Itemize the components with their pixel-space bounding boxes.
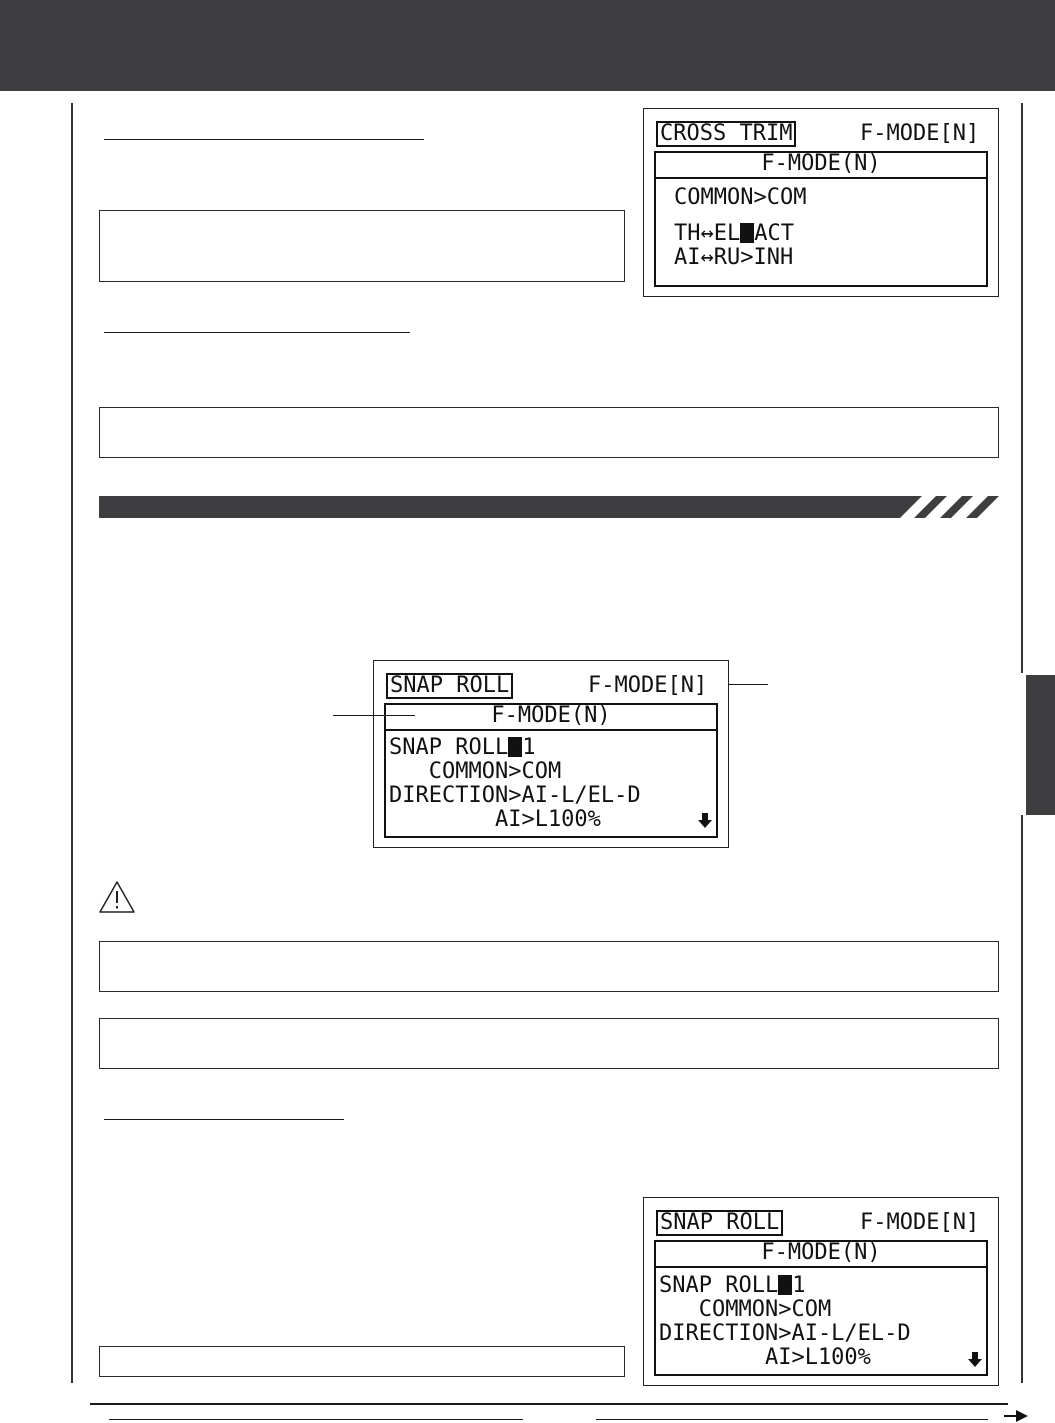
footer-rule [90,1403,1008,1405]
lcd-line: COMMON>COM [674,185,807,210]
menu-title: SNAP ROLL [386,673,513,699]
warning-box [99,1018,999,1069]
lcd-line: COMMON>COM [389,759,562,784]
heading-underline [104,139,424,140]
stripe-decoration [900,496,1000,518]
note-box [99,210,625,282]
lcd-line [389,737,535,759]
lcd-line-part: SNAP ROLL [659,1273,779,1298]
menu-title: CROSS TRIM [656,121,796,147]
right-margin-rule-top [1021,103,1023,673]
warning-triangle-icon [98,880,136,914]
note-box [99,407,999,458]
lcd-line: AI>L100% [659,1345,871,1370]
lcd-line: COMMON>COM [659,1297,832,1322]
panel-header-text: F-MODE(N) [491,703,611,728]
right-margin-rule-bottom [1021,815,1023,1383]
lcd-screen-snap-roll-2 [643,1197,999,1386]
lcd-line [674,223,794,245]
lcd-line-part: SNAP ROLL [389,735,509,760]
lcd-line-part: 1 [522,735,536,760]
flight-mode-indicator: F-MODE[N] [588,673,708,698]
lcd-line [659,1275,805,1297]
lcd-screen-snap-roll [373,660,729,848]
page-header-bar [0,0,1055,91]
lcd-line-part: TH↔EL [674,221,741,246]
left-margin-rule [71,103,73,1383]
lcd-line-part: ACT [754,221,794,246]
panel-header-text: F-MODE(N) [761,1240,881,1265]
lcd-panel [384,703,718,838]
cursor-block [740,223,754,243]
flight-mode-indicator: F-MODE[N] [860,121,980,146]
lcd-line-part: 1 [792,1273,806,1298]
heading-underline [104,1119,344,1120]
lcd-line: DIRECTION>AI-L/EL-D [659,1321,911,1346]
lcd-line: DIRECTION>AI-L/EL-D [389,783,641,808]
callout-line-left [333,715,415,716]
right-arrow-icon [1004,1410,1028,1423]
callout-line-right [728,684,768,685]
warning-box [99,941,999,992]
footer-column-rule-left [109,1419,523,1420]
cursor-block [778,1275,792,1295]
flight-mode-indicator: F-MODE[N] [860,1210,980,1235]
heading-underline [104,332,410,333]
down-arrow-icon [968,1352,982,1368]
lcd-screen-cross-trim [643,108,999,297]
panel-header [656,1242,986,1268]
panel-header [386,705,716,731]
lcd-line: AI↔RU>INH [674,245,794,270]
note-box [99,1346,625,1377]
cursor-block [508,737,522,757]
down-arrow-icon [698,813,712,829]
chapter-side-tab [1026,675,1055,815]
footer-column-rule-right [596,1419,988,1420]
lcd-line: AI>L100% [389,807,601,832]
lcd-panel [654,1240,988,1376]
panel-header-text: F-MODE(N) [761,151,881,176]
section-title-bar [99,496,999,518]
panel-header [656,153,986,179]
lcd-panel [654,151,988,287]
menu-title: SNAP ROLL [656,1210,783,1236]
